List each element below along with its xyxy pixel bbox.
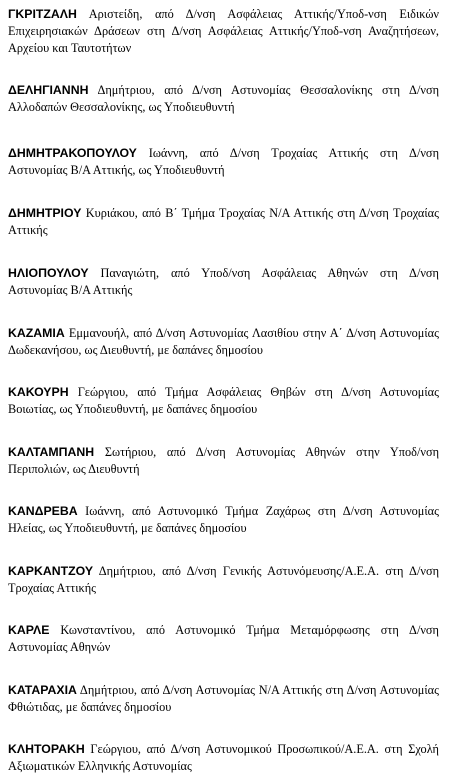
entry-text: Ιωάννη, από Αστυνομικό Τμήμα Ζαχάρως στη Δ/νση Αστυνομίας Ηλείας, ως Υποδιευθυντή, με δαπάνες δημοσίου xyxy=(8,504,439,535)
transfer-entry xyxy=(8,622,439,656)
entry-text: Κυριάκου, από Β΄ Τμήμα Τροχαίας Ν/Α Αττικής στη Δ/νση Τροχαίας Αττικής xyxy=(8,206,439,237)
transfer-entry xyxy=(8,82,439,116)
entry-text: Κωνσταντίνου, από Αστυνομικό Τμήμα Μεταμόρφωσης στη Δ/νση Αστυνομίας Αθηνών xyxy=(8,623,439,654)
entry-surname: ΚΑΝΔΡΕΒΑ xyxy=(8,504,78,518)
transfer-entry xyxy=(8,682,439,716)
entry-text: Δημήτριου, από Δ/νση Αστυνομίας Θεσσαλονίκης στη Δ/νση Αλλοδαπών Θεσσαλονίκης, ως Υποδιευθυντή xyxy=(8,83,439,114)
entry-surname: ΚΑΤΑΡΑΧΙΑ xyxy=(8,683,77,697)
entry-surname: ΗΛΙΟΠΟΥΛΟΥ xyxy=(8,266,89,280)
entry-text: Γεώργιου, από Δ/νση Αστυνομικού Προσωπικού/Α.Ε.Α. στη Σχολή Αξιωματικών Ελληνικής Αστυνομίας xyxy=(8,742,439,773)
entry-text: Δημήτριου, από Δ/νση Γενικής Αστυνόμευσης/Α.Ε.Α. στη Δ/νση Τροχαίας Αττικής xyxy=(8,564,439,595)
entry-text: Αριστείδη, από Δ/νση Ασφάλειας Αττικής/Υποδ-νση Ειδικών Επιχειρησιακών Δράσεων στη Δ/νση Ασφάλειας Αττικής/Υποδ-νση Αναζητήσεων, Αρχείου και Ταυτοτήτων xyxy=(8,7,439,55)
entry-surname: ΔΕΛΗΓΙΑΝΝΗ xyxy=(8,83,89,97)
entry-surname: ΚΛΗΤΟΡΑΚΗ xyxy=(8,742,85,756)
entry-text: Σωτήριου, από Δ/νση Αστυνομίας Αθηνών στην Υποδ/νση Περιπολιών, ως Διευθυντή xyxy=(8,445,439,476)
transfer-entry xyxy=(8,325,439,359)
entry-surname: ΔΗΜΗΤΡΑΚΟΠΟΥΛΟΥ xyxy=(8,146,137,160)
transfer-entry xyxy=(8,145,439,179)
entry-surname: ΚΑΛΤΑΜΠΑΝΗ xyxy=(8,445,95,459)
entry-surname: ΚΑΖΑΜΙΑ xyxy=(8,326,65,340)
entry-surname: ΚΑΡΛΕ xyxy=(8,623,50,637)
entry-surname: ΔΗΜΗΤΡΙΟΥ xyxy=(8,206,82,220)
transfer-entry xyxy=(8,205,439,239)
transfer-entry xyxy=(8,503,439,537)
entry-text: Ιωάννη, από Δ/νση Τροχαίας Αττικής στη Δ/νση Αστυνομίας Β/Α Αττικής, ως Υποδιευθυντή xyxy=(8,146,439,177)
entry-surname: ΚΑΚΟΥΡΗ xyxy=(8,385,69,399)
transfer-entry xyxy=(8,444,439,478)
entry-text: Παναγιώτη, από Υποδ/νση Ασφάλειας Αθηνών στη Δ/νση Αστυνομίας Β/Α Αττικής xyxy=(8,266,439,297)
transfer-entry xyxy=(8,384,439,418)
transfer-entry xyxy=(8,563,439,597)
entry-surname: ΓΚΡΙΤΖΑΛΗ xyxy=(8,7,77,21)
transfer-entry xyxy=(8,6,439,57)
entry-surname: ΚΑΡΚΑΝΤΖΟΥ xyxy=(8,564,94,578)
entry-text: Εμμανουήλ, από Δ/νση Αστυνομίας Λασιθίου στην Α΄ Δ/νση Αστυνομίας Δωδεκανήσου, ως Διευθυντή, με δαπάνες δημοσίου xyxy=(8,326,439,357)
transfer-entry xyxy=(8,265,439,299)
entry-text: Δημήτριου, από Δ/νση Αστυνομίας Ν/Α Αττικής στη Δ/νση Αστυνομίας Φθιώτιδας, με δαπάνες δημοσίου xyxy=(8,683,439,714)
transfer-entry xyxy=(8,741,439,775)
entry-text: Γεώργιου, από Τμήμα Ασφάλειας Θηβών στη Δ/νση Αστυνομίας Βοιωτίας, ως Υποδιευθυντή, με δαπάνες δημοσίου xyxy=(8,385,439,416)
